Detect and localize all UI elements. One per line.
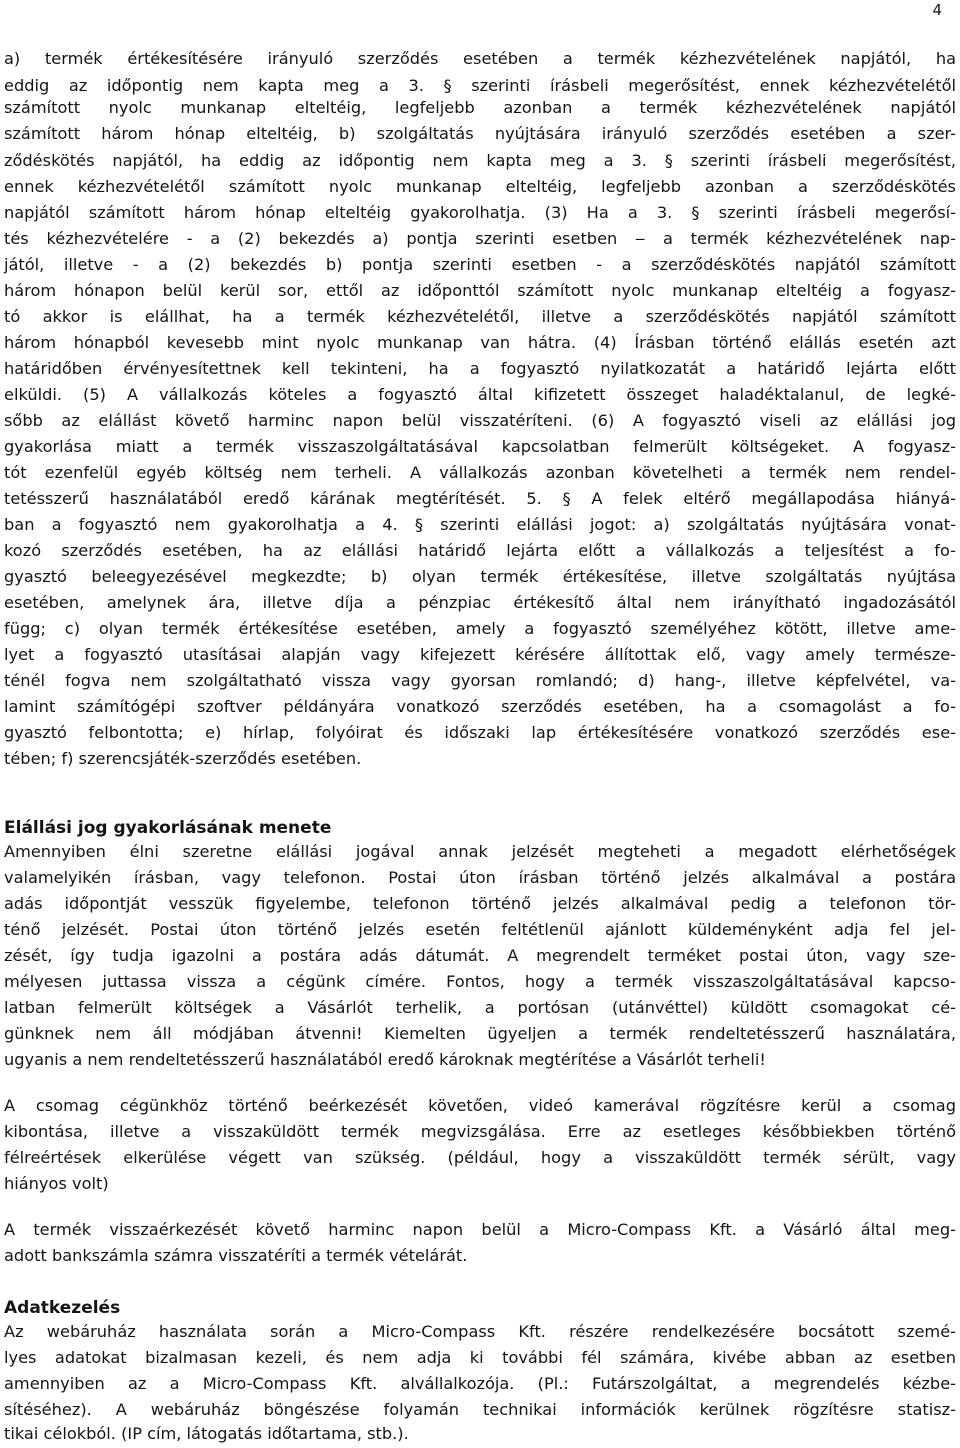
text-line: valamelyikén írásban, vagy telefonon. Postai úton írásban történő jelzés alkalmával a postára xyxy=(4,868,956,887)
text-line: tó akkor is elállhat, ha a termék kézhezvételétől, illetve a szerződéskötés napjától számított xyxy=(4,307,956,326)
text-line: A csomag cégünkhöz történő beérkezését követően, videó kamerával rögzítésre kerül a csomag xyxy=(4,1096,956,1115)
text-line: Az webáruház használata során a Micro-Compass Kft. részére rendelkezésére bocsátott szemé- xyxy=(4,1322,956,1341)
text-line: napjától számított három hónap elteltéig gyakorolhatja. (3) Ha a 3. § szerinti írásbeli megerősí- xyxy=(4,203,956,222)
text-line: ténő jelzését. Postai úton történő jelzés esetén feltétlenül ajánlott küldeményként adja fel jel- xyxy=(4,920,956,939)
text-line: tés kézhezvételére - a (2) bekezdés a) pontja szerinti esetben ‒ a termék kézhezvételének nap- xyxy=(4,229,956,248)
text-line: számított három hónap elteltéig, b) szolgáltatás nyújtására irányuló szerződés esetében a szer- xyxy=(4,124,956,143)
text-line: határidőben érvényesítettnek kell tekinteni, ha a fogyasztó nyilatkozatát a határidő lejárta előtt xyxy=(4,359,956,378)
text-line: ennek kézhezvételétől számított nyolc munkanap elteltéig, legfeljebb azonban a szerződéskötés xyxy=(4,177,956,196)
text-line: A termék visszaérkezését követő harminc napon belül a Micro-Compass Kft. a Vásárló által meg- xyxy=(4,1220,956,1239)
text-line: sítéséhez). A webáruház böngészése folyamán technikai információk kerülnek rögzítésre statisz- xyxy=(4,1400,956,1419)
text-line: tében; f) szerencsjáték-szerződés esetében. xyxy=(4,749,362,768)
text-line: függ; c) olyan termék értékesítése esetében, amely a fogyasztó személyéhez kötött, illetve ame- xyxy=(4,619,956,638)
text-line: számított nyolc munkanap elteltéig, legfeljebb azonban a termék kézhezvételének napjától xyxy=(4,98,956,117)
text-line: gyasztó felbontotta; e) hírlap, folyóirat és időszaki lap értékesítésére vonatkozó szerződés ese- xyxy=(4,723,956,742)
text-line: hiányos volt) xyxy=(4,1174,109,1193)
text-line: gyasztó beleegyezésével megkezdte; b) olyan termék értékesítése, illetve szolgáltatás nyújtása xyxy=(4,567,956,586)
text-line: ződéskötés napjától, ha eddig az időpontig nem kapta meg a 3. § szerinti írásbeli megerősítést, xyxy=(4,151,956,170)
text-line: tikai célokból. (IP cím, látogatás időtartama, stb.). xyxy=(4,1424,409,1443)
text-line: jától, illetve - a (2) bekezdés b) pontja szerinti esetben - a szerződéskötés napjától számított xyxy=(4,255,956,274)
text-line: sőbb az elállást követő harminc napon belül visszatéríteni. (6) A fogyasztó viseli az elállási jog xyxy=(4,411,956,430)
text-line: ugyanis a nem rendeltetésszerű használatából eredő károknak megtérítése a Vásárlót terheli! xyxy=(4,1050,766,1069)
text-line: esetében, amelynek ára, illetve díja a pénzpiac értékesítő által nem irányítható ingadozásától xyxy=(4,593,956,612)
text-line: félreértések elkerülése végett van szükség. (például, hogy a visszaküldött termék sérült, vagy xyxy=(4,1148,956,1167)
text-line: a) termék értékesítésére irányuló szerződés esetében a termék kézhezvételének napjától, ha xyxy=(4,49,956,68)
text-line: latban felmerült költségek a Vásárlót terhelik, a portósan (utánvéttel) küldött csomagokat cé- xyxy=(4,998,956,1017)
text-line: amennyiben az a Micro-Compass Kft. alvállalkozója. (Pl.: Futárszolgáltat, a megrendelés kézbe- xyxy=(4,1374,956,1393)
section-heading: Adatkezelés xyxy=(4,1298,121,1318)
text-line: Amennyiben élni szeretne elállási jogával annak jelzését megteheti a megadott elérhetőségek xyxy=(4,842,956,861)
text-line: ban a fogyasztó nem gyakorolhatja a 4. § szerinti elállási jogot: a) szolgáltatás nyújtására vonat- xyxy=(4,515,956,534)
text-line: kibontása, illetve a visszaküldött termék megvizsgálása. Erre az esetleges későbbiekben történő xyxy=(4,1122,956,1141)
text-line: lyes adatokat bizalmasan kezeli, és nem adja ki további fél számára, kivébe abban az esetben xyxy=(4,1348,956,1367)
text-line: günknek nem áll módjában átvenni! Kiemelten ügyeljen a termék rendeltetésszerű használatára, xyxy=(4,1024,956,1043)
text-line: gyakorlása miatt a termék visszaszolgáltatásával kapcsolatban felmerült költségeket. A fogyasz- xyxy=(4,437,956,456)
text-line: mélyesen juttassa vissza a cégünk címére. Fontos, hogy a termék visszaszolgáltatásával kapcso- xyxy=(4,972,956,991)
text-line: lyet a fogyasztó utasításai alapján vagy kifejezett kérésére állítottak elő, vagy amely természe- xyxy=(4,645,956,664)
text-line: három hónapon belül kerül sor, ettől az időponttól számított nyolc munkanap elteltéig a fogyasz- xyxy=(4,281,956,300)
text-line: eddig az időpontig nem kapta meg a 3. § szerinti írásbeli megerősítést, ennek kézhezvételétől xyxy=(4,76,956,95)
text-line: ténél fogva nem szolgáltatható vissza vagy gyorsan romlandó; d) hang-, illetve képfelvétel, va- xyxy=(4,671,956,690)
text-line: elküldi. (5) A vállalkozás köteles a fogyasztó által kifizetett összeget haladéktalanul, de legké- xyxy=(4,385,956,404)
text-line: tetésszerű használatából eredő kárának megtérítését. 5. § A felek eltérő megállapodása hiányá- xyxy=(4,489,956,508)
text-line: három hónapból kevesebb mint nyolc munkanap van hátra. (4) Írásban történő elállás esetén azt xyxy=(4,333,956,352)
section-heading: Elállási jog gyakorlásának menete xyxy=(4,818,332,838)
text-line: tót ezenfelül egyéb költség nem terheli. A vállalkozás azonban követelheti a termék nem rendel- xyxy=(4,463,956,482)
text-line: lamint számítógépi szoftver példányára vonatkozó szerződés esetében, ha a csomagolást a fo- xyxy=(4,697,956,716)
text-line: zését, így tudja igazolni a postára adás dátumát. A megrendelt terméket postai úton, vagy sze- xyxy=(4,946,956,965)
text-line: adott bankszámla számra visszatéríti a termék vételárát. xyxy=(4,1246,468,1265)
page-number: 4 xyxy=(932,1,942,19)
text-line: kozó szerződés esetében, ha az elállási határidő lejárta előtt a vállalkozás a teljesítést a fo- xyxy=(4,541,956,560)
text-line: adás időpontját vesszük figyelembe, telefonon történő jelzés alkalmával pedig a telefonon tör- xyxy=(4,894,956,913)
